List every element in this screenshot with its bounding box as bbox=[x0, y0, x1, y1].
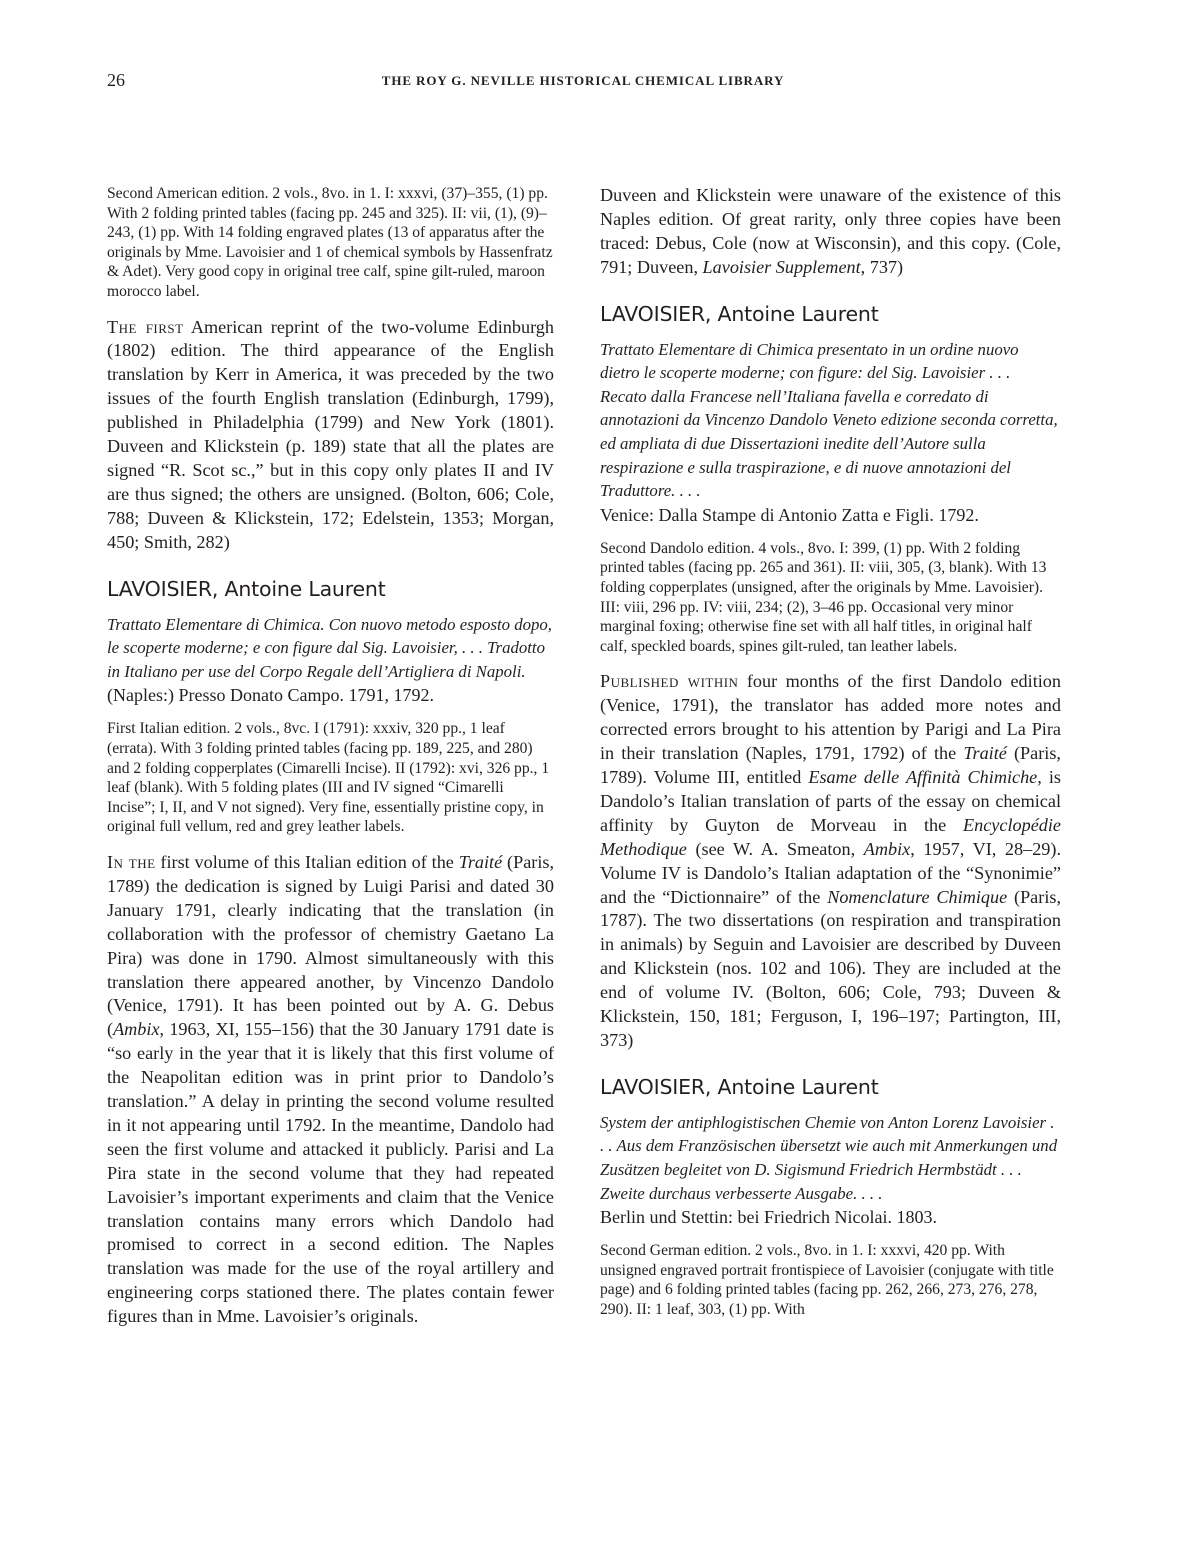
note-italic: Traité bbox=[963, 743, 1007, 764]
note-lead-smallcaps: Published within bbox=[600, 671, 739, 692]
note-text: first volume of this Italian edition of the bbox=[155, 851, 459, 872]
note-italic: Esame delle Affinità Chimiche, bbox=[808, 766, 1042, 787]
entry-collation: Second German edition. 2 vols., 8vo. in 1. I: xxxvi, 420 pp. With unsigned engraved portrait frontispiece of Lavoisier (conjugate with title page) and 6 folding printed tables (facing pp. 262, 266, 273, 276, 278, 290). II: 1 leaf, 303, (1) pp. With bbox=[600, 1242, 1054, 1318]
note-italic: Ambix bbox=[863, 838, 911, 859]
entry-title: Trattato Elementare di Chimica presentato in un ordine nuovo dietro le scoperte moderne; con figure: del Sig. Lavoisier . . . Recato dalla Francese nell’Italiana favella e corredato di annotazioni da Vincenzo Dandolo Veneto edizione seconda corretta, ed ampliata di due Dissertazioni inedite dell’Autore sulla respirazione e sulla traspirazione, e di nuove annotazioni del Traduttore. . . . bbox=[600, 339, 1058, 501]
entry-note bbox=[107, 316, 554, 555]
running-head: THE ROY G. NEVILLE HISTORICAL CHEMICAL LIBRARY bbox=[381, 73, 785, 88]
entry-collation: First Italian edition. 2 vols., 8vc. I (1791): xxxiv, 320 pp., 1 leaf (errata). With 3 folding printed tables (facing pp. 189, 225, and 280) and 2 folding copperplates (Cimarelli Incise). II (1792): xvi, 326 pp., 1 leaf (blank). With 5 folding plates (III and IV signed “Cimarelli Incise”; I, II, and V not signed). Very fine, essentially pristine copy, in original full vellum, red and grey leather labels. bbox=[107, 720, 550, 836]
entry-collation: Second American edition. 2 vols., 8vo. in 1. I: xxxvi, (37)–355, (1) pp. With 2 folding printed tables (facing pp. 245 and 325). II: vii, (1), (9)–243, (1) pp. With 14 folding engraved plates (13 of apparatus after the originals by Mme. Lavoisier and 1 of chemical symbols by Hassenfratz & Adet). Very good copy in original tree calf, spine gilt-ruled, maroon morocco label. bbox=[107, 185, 553, 300]
note-italic: Nomenclature Chimique bbox=[827, 886, 1008, 907]
right-column bbox=[600, 184, 1061, 1334]
page-number: 26 bbox=[107, 70, 125, 90]
entry-collation: Second Dandolo edition. 4 vols., 8vo. I: 399, (1) pp. With 2 folding printed tables (facing pp. 265 and 361). II: viii, 305, (3, blank). With 13 folding copperplates (unsigned, after the originals by Mme. Lavoisier). III: viii, 296 pp. IV: viii, 234; (2), 3–46 pp. Occasional very minor marginal foxing; otherwise fine set with all half titles, in original half calf, speckled boards, spines gilt-ruled, tan leather labels. bbox=[600, 539, 1047, 655]
note-text: , 737) bbox=[860, 256, 904, 277]
entry-imprint: Venice: Dalla Stampe di Antonio Zatta e Figli. 1792. bbox=[600, 504, 979, 525]
note-italic: Ambix bbox=[113, 1019, 160, 1040]
note-text: (Paris, 1787). The two dissertations (on respiration and transpiration in animals) by Seguin and Lavoisier are described by Duveen and Klickstein (nos. 102 and 106). They are included at the end of volume IV. (Bolton, 606; Cole, 793; Duveen & Klickstein, 150, 181; Ferguson, I, 196–197; Partington, III, 373) bbox=[600, 886, 1061, 1050]
note-text: (see W. A. Smeaton, bbox=[686, 838, 864, 859]
entry-title: System der antiphlogistischen Chemie von Anton Lorenz Lavoisier . . . Aus dem Französischen übersetzt wie auch mit Anmerkungen und Zusätzen begleitet von D. Sigismund Friedrich Hermbstädt . . . Zweite durchaus verbesserte Ausgabe. . . . bbox=[600, 1112, 1058, 1203]
note-italic: Traité bbox=[458, 851, 503, 872]
entry-heading: LAVOISIER, Antoine Laurent bbox=[107, 576, 386, 601]
left-column bbox=[107, 184, 554, 1343]
entry-heading: LAVOISIER, Antoine Laurent bbox=[600, 301, 879, 326]
note-lead-smallcaps: The first bbox=[107, 316, 184, 337]
note-text: American reprint of the two-volume Edinburgh (1802) edition. The third appearance of the English translation by Kerr in America, it was preceded by the two issues of the fourth English translation (Edinburgh, 1799), published in Philadelphia (1799) and New York (1801). Duveen and Klickstein (p. 189) state that all the plates are signed “R. Scot sc.,” but in this copy only plates II and IV are thus signed; the others are unsigned. (Bolton, 606; Cole, 788; Duveen & Klickstein, 172; Edelstein, 1353; Morgan, 450; Smith, 282) bbox=[107, 316, 554, 552]
entry-note bbox=[107, 851, 554, 1329]
note-text: is Dandolo’s Italian translation of parts of the essay on chemical affinity by Guyton de Morveau in the bbox=[600, 766, 1061, 835]
note-italic: Lavoisier Supplement bbox=[702, 256, 861, 277]
note-italic: Encyclopédie Methodique bbox=[600, 814, 1061, 859]
note-lead-smallcaps: In the bbox=[107, 851, 156, 872]
note-text: , 1963, XI, 155–156) that the 30 January 1791 date is “so early in the year that it is likely that this first volume of the Neapolitan edition was in print prior to Dandolo’s translation.” A delay in printing the second volume resulted in it not appearing until 1792. In the meantime, Dandolo had seen the first volume and attacked it publicly. Parisi and La Pira state in the second volume that they had repeated Lavoisier’s important experiments and claim that the Venice translation contains many errors which Dandolo had promised to correct in a second edition. The Naples translation was made for the use of the royal artillery and engineering corps stationed there. The plates contain fewer figures than in Mme. Lavoisier’s originals. bbox=[107, 1019, 554, 1327]
entry-title: Trattato Elementare di Chimica. Con nuovo metodo esposto dopo, le scoperte moderne; e con figure dal Sig. Lavoisier, . . . Tradotto in Italiano per use del Corpo Regale dell’Artigliera di Napoli. bbox=[107, 614, 552, 681]
entry-imprint: Berlin und Stettin: bei Friedrich Nicolai. 1803. bbox=[600, 1207, 937, 1228]
entry-heading: LAVOISIER, Antoine Laurent bbox=[600, 1074, 879, 1099]
note-text: (Paris, 1789). Volume III, entitled bbox=[600, 743, 1061, 787]
entry-note-continued bbox=[600, 184, 1061, 280]
note-text: , 1957, VI, 28–29). Volume IV is Dandolo’s Italian adaptation of the “Synonimie” and the “Dictionnaire” of the bbox=[600, 838, 1061, 907]
entry-imprint: (Naples:) Presso Donato Campo. 1791, 1792. bbox=[107, 685, 434, 706]
entry-note bbox=[600, 670, 1061, 1053]
note-text: (Paris, 1789) the dedication is signed by Luigi Parisi and dated 30 January 1791, clearly indicating that the translation (in collaboration with the professor of chemistry Gaetano La Pira) was done in 1790. Almost simultaneously with this translation there appeared another, by Vincenzo Dandolo (Venice, 1791). It has been pointed out by A. G. Debus ( bbox=[107, 851, 555, 1040]
note-text: Duveen and Klickstein were unaware of the existence of this Naples edition. Of great rarity, only three copies have been traced: Debus, Cole (now at Wisconsin), and this copy. (Cole, 791; Duveen, bbox=[600, 185, 1061, 277]
note-text: four months of the first Dandolo edition (Venice, 1791), the translator has added more notes and corrected errors brought to his attention by Parigi and La Pira in their translation (Naples, 1791, 1792) of the bbox=[600, 671, 1061, 764]
